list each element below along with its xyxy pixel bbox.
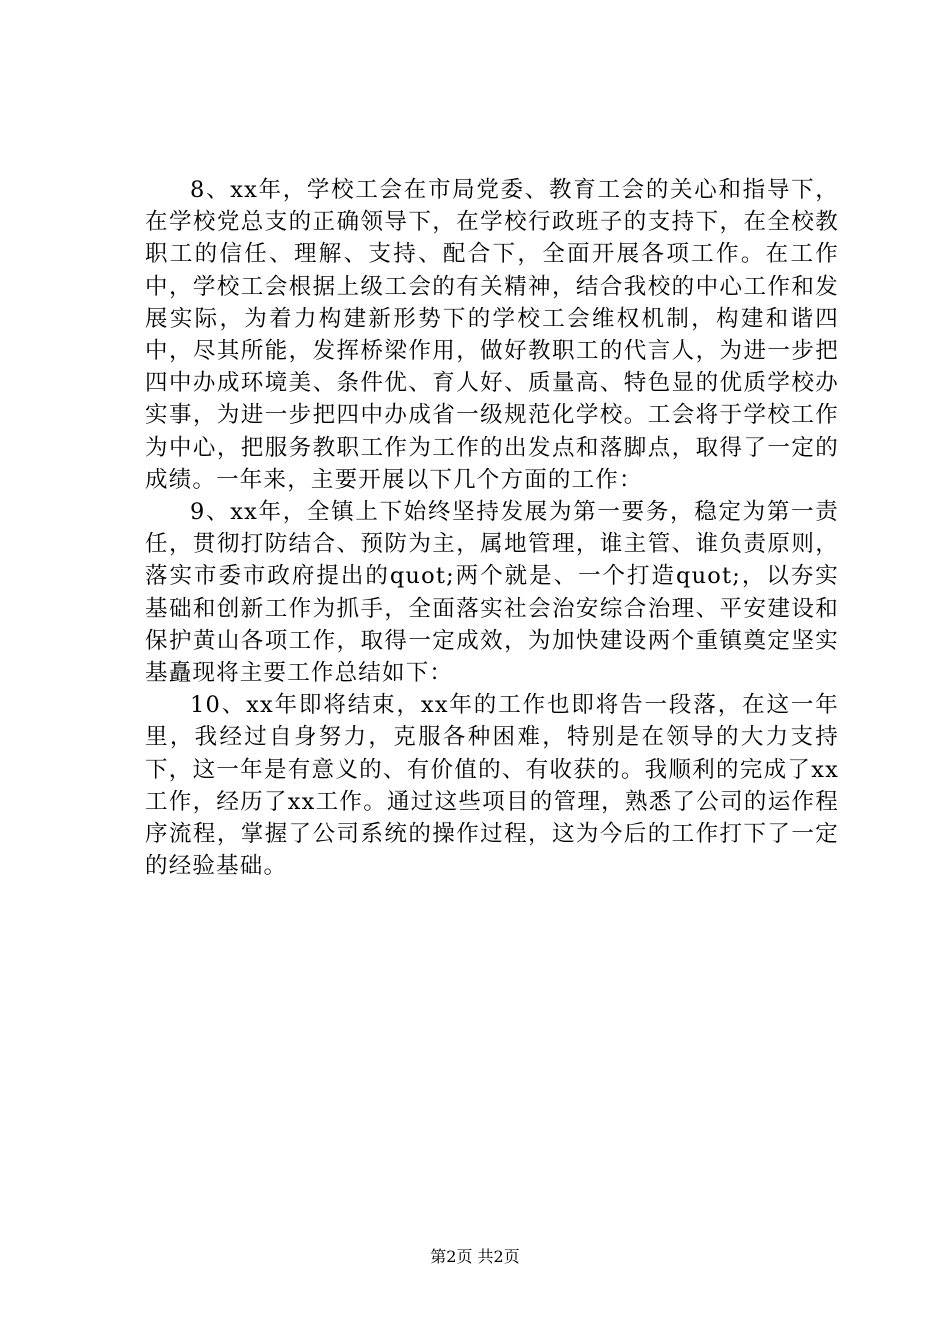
paragraph-8: 8、xx年，学校工会在市局党委、教育工会的关心和指导下，在学校党总支的正确领导下，在学校行政班子的支持下，在全校教职工的信任、理解、支持、配合下，全面开展各项工作。在工作中，学校工会根据上级工会的有关精神，结合我校的中心工作和发展实际，为着力构建新形势下的学校工会维权机制，构建和谐四中，尽其所能，发挥桥梁作用，做好教职工的代言人，为进一步把四中办成环境美、条件优、育人好、质量高、特色显的优质学校办实事，为进一步把四中办成省一级规范化学校。工会将于学校工作为中心，把服务教职工作为工作的出发点和落脚点，取得了一定的成绩。一年来，主要开展以下几个方面的工作： (145, 177, 839, 493)
paragraph-9: 9、xx年，全镇上下始终坚持发展为第一要务，稳定为第一责任，贯彻打防结合、预防为主，属地管理，谁主管、谁负责原则，落实市委市政府提出的quot;两个就是、一个打造quot;，以夯实基础和创新工作为抓手，全面落实社会治安综合治理、平安建设和保护黄山各项工作，取得一定成效，为加快建设两个重镇奠定坚实基矗现将主要工作总结如下： (145, 499, 839, 687)
paragraph-10: 10、xx年即将结束，xx年的工作也即将告一段落，在这一年里，我经过自身努力，克服各种困难，特别是在领导的大力支持下，这一年是有意义的、有价值的、有收获的。我顺利的完成了xx工作，经历了xx工作。通过这些项目的管理，熟悉了公司的运作程序流程，掌握了公司系统的操作过程，这为今后的工作打下了一定的经验基础。 (145, 692, 839, 880)
page-number-footer: 第2页 共2页 (430, 1247, 520, 1266)
document-body (145, 174, 839, 882)
